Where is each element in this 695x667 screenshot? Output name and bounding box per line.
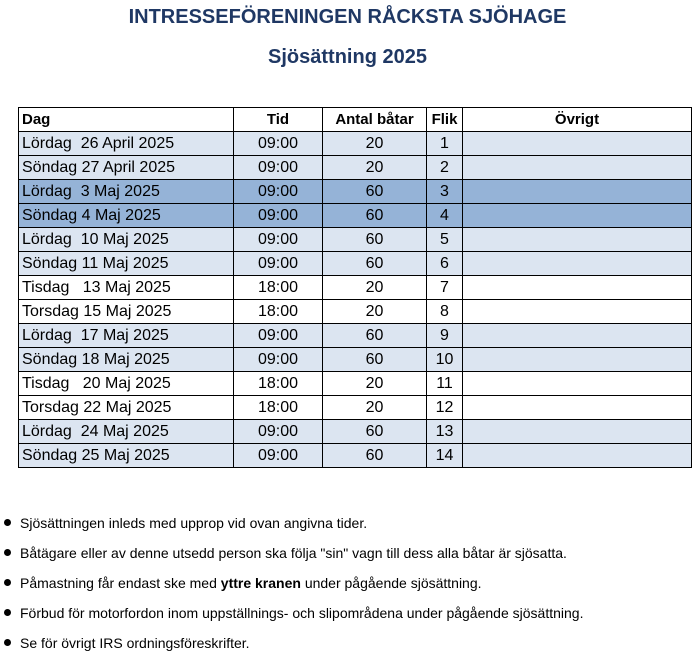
cell-antal-batar: 20 <box>323 372 427 396</box>
page-subtitle: Sjösättning 2025 <box>268 46 427 68</box>
cell-antal-batar: 20 <box>323 156 427 180</box>
cell-tid: 09:00 <box>234 252 323 276</box>
cell-dag: Lördag 17 Maj 2025 <box>19 324 234 348</box>
bullet-icon <box>4 519 11 526</box>
note-text: Sjösättningen inleds med upprop vid ovan angivna tider. <box>20 515 368 531</box>
note-text: Se för övrigt IRS ordningsföreskrifter. <box>20 635 250 651</box>
cell-dag: Lördag 26 April 2025 <box>19 132 234 156</box>
bullet-icon <box>4 609 11 616</box>
cell-flik: 5 <box>427 228 463 252</box>
cell-tid: 09:00 <box>234 324 323 348</box>
table-row <box>19 324 692 348</box>
column-header-dag: Dag <box>19 108 234 132</box>
cell-flik: 7 <box>427 276 463 300</box>
column-header-flik: Flik <box>427 108 463 132</box>
cell-antal-batar: 20 <box>323 396 427 420</box>
cell-ovrigt <box>463 204 692 228</box>
note-text: Påmastning får endast ske med <box>20 575 221 591</box>
cell-flik: 4 <box>427 204 463 228</box>
cell-flik: 11 <box>427 372 463 396</box>
cell-dag: Tisdag 20 Maj 2025 <box>19 372 234 396</box>
cell-tid: 09:00 <box>234 444 323 468</box>
cell-dag: Lördag 3 Maj 2025 <box>19 180 234 204</box>
cell-antal-batar: 60 <box>323 228 427 252</box>
table-header-row <box>19 108 692 132</box>
table-body <box>19 132 692 468</box>
cell-ovrigt <box>463 228 692 252</box>
table-row <box>19 156 692 180</box>
cell-flik: 3 <box>427 180 463 204</box>
table-row <box>19 180 692 204</box>
table-row <box>19 420 692 444</box>
table-row <box>19 252 692 276</box>
cell-ovrigt <box>463 252 692 276</box>
notes-list <box>0 508 695 658</box>
cell-ovrigt <box>463 276 692 300</box>
schedule-table <box>18 107 692 468</box>
cell-flik: 13 <box>427 420 463 444</box>
note-emphasis: yttre kranen <box>220 575 301 591</box>
note-item <box>0 508 695 538</box>
cell-dag: Tisdag 13 Maj 2025 <box>19 276 234 300</box>
cell-ovrigt <box>463 156 692 180</box>
cell-ovrigt <box>463 180 692 204</box>
note-text-after: under pågående sjösättning. <box>300 575 482 591</box>
cell-tid: 09:00 <box>234 420 323 444</box>
note-item <box>0 628 695 658</box>
table-row <box>19 444 692 468</box>
cell-flik: 2 <box>427 156 463 180</box>
table-row <box>19 276 692 300</box>
cell-antal-batar: 20 <box>323 132 427 156</box>
bullet-icon <box>4 639 11 646</box>
cell-antal-batar: 60 <box>323 348 427 372</box>
cell-antal-batar: 20 <box>323 276 427 300</box>
column-header-antal-batar: Antal båtar <box>323 108 427 132</box>
note-text: Båtägare eller av denne utsedd person ska följa "sin" vagn till dess alla båtar är sjösatta. <box>20 545 567 561</box>
cell-dag: Lördag 24 Maj 2025 <box>19 420 234 444</box>
cell-flik: 6 <box>427 252 463 276</box>
cell-antal-batar: 60 <box>323 204 427 228</box>
cell-dag: Söndag 4 Maj 2025 <box>19 204 234 228</box>
table-row <box>19 348 692 372</box>
cell-ovrigt <box>463 396 692 420</box>
cell-tid: 09:00 <box>234 180 323 204</box>
cell-antal-batar: 60 <box>323 444 427 468</box>
cell-antal-batar: 20 <box>323 300 427 324</box>
cell-ovrigt <box>463 444 692 468</box>
cell-flik: 9 <box>427 324 463 348</box>
cell-ovrigt <box>463 372 692 396</box>
bullet-icon <box>4 549 11 556</box>
page-title: INTRESSEFÖRENINGEN RÅCKSTA SJÖHAGE <box>128 6 567 28</box>
cell-ovrigt <box>463 420 692 444</box>
cell-tid: 09:00 <box>234 348 323 372</box>
cell-tid: 09:00 <box>234 132 323 156</box>
cell-flik: 8 <box>427 300 463 324</box>
cell-flik: 10 <box>427 348 463 372</box>
cell-dag: Söndag 27 April 2025 <box>19 156 234 180</box>
table-row <box>19 204 692 228</box>
cell-dag: Söndag 25 Maj 2025 <box>19 444 234 468</box>
cell-flik: 14 <box>427 444 463 468</box>
note-item <box>0 598 695 628</box>
cell-tid: 09:00 <box>234 156 323 180</box>
cell-antal-batar: 60 <box>323 180 427 204</box>
note-item <box>0 568 695 598</box>
cell-tid: 18:00 <box>234 372 323 396</box>
cell-flik: 12 <box>427 396 463 420</box>
cell-tid: 18:00 <box>234 276 323 300</box>
bullet-icon <box>4 579 11 586</box>
table-row <box>19 300 692 324</box>
cell-antal-batar: 60 <box>323 252 427 276</box>
cell-dag: Torsdag 22 Maj 2025 <box>19 396 234 420</box>
cell-ovrigt <box>463 348 692 372</box>
column-header-ovrigt: Övrigt <box>463 108 692 132</box>
cell-ovrigt <box>463 132 692 156</box>
cell-antal-batar: 60 <box>323 420 427 444</box>
cell-tid: 09:00 <box>234 228 323 252</box>
note-item <box>0 538 695 568</box>
cell-antal-batar: 60 <box>323 324 427 348</box>
cell-tid: 18:00 <box>234 300 323 324</box>
table-row <box>19 396 692 420</box>
cell-ovrigt <box>463 300 692 324</box>
cell-ovrigt <box>463 324 692 348</box>
cell-dag: Torsdag 15 Maj 2025 <box>19 300 234 324</box>
column-header-tid: Tid <box>234 108 323 132</box>
cell-tid: 09:00 <box>234 204 323 228</box>
table-row <box>19 372 692 396</box>
cell-dag: Söndag 11 Maj 2025 <box>19 252 234 276</box>
cell-dag: Lördag 10 Maj 2025 <box>19 228 234 252</box>
table-row <box>19 132 692 156</box>
note-text: Förbud för motorfordon inom uppställnings- och slipområdena under pågående sjösättning. <box>20 605 584 621</box>
cell-tid: 18:00 <box>234 396 323 420</box>
cell-dag: Söndag 18 Maj 2025 <box>19 348 234 372</box>
table-row <box>19 228 692 252</box>
cell-flik: 1 <box>427 132 463 156</box>
